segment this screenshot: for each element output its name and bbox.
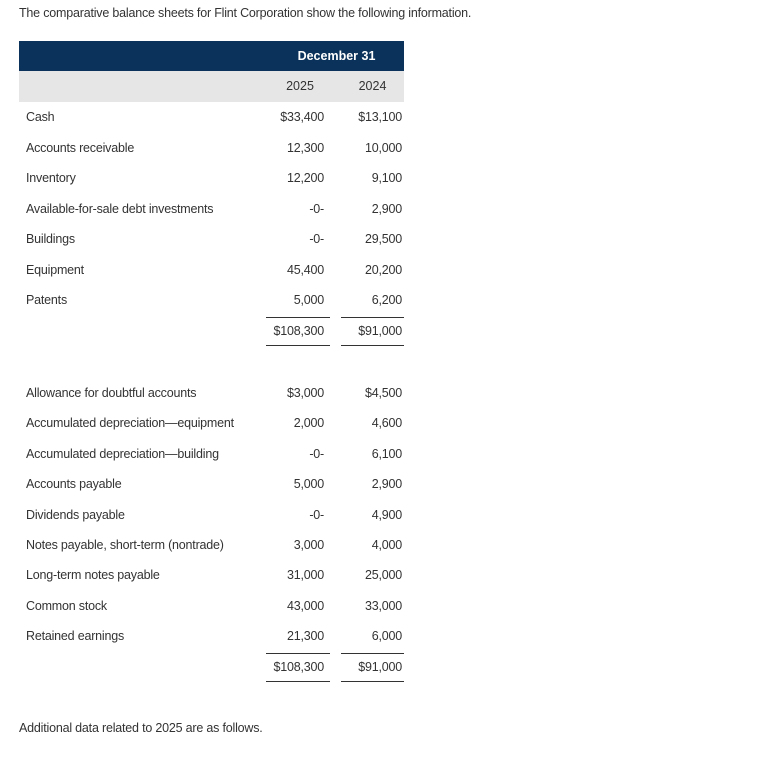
table-row bbox=[19, 444, 404, 466]
value-2025: -0- bbox=[309, 447, 324, 461]
value-2024: 29,500 bbox=[364, 232, 402, 246]
table-row bbox=[19, 474, 404, 496]
table-row bbox=[19, 565, 404, 587]
row-label: Notes payable, short-term (nontrade) bbox=[26, 538, 224, 552]
value-2024: 9,100 bbox=[371, 171, 402, 185]
table-header-years bbox=[19, 71, 404, 102]
total-2024: $91,000 bbox=[358, 324, 402, 338]
table-row bbox=[19, 413, 404, 435]
value-2025: 31,000 bbox=[286, 568, 324, 582]
value-2025: 5,000 bbox=[293, 293, 324, 307]
header-date: December 31 bbox=[297, 49, 376, 63]
table-row bbox=[19, 596, 404, 618]
underline bbox=[266, 653, 330, 654]
value-2025: 45,400 bbox=[286, 263, 324, 277]
row-label: Accounts receivable bbox=[26, 141, 135, 155]
row-label: Common stock bbox=[26, 599, 107, 613]
header-year-2024: 2024 bbox=[358, 79, 387, 93]
value-2025: 2,000 bbox=[293, 416, 324, 430]
value-2024: 2,900 bbox=[371, 202, 402, 216]
value-2025: $3,000 bbox=[286, 386, 324, 400]
footer-text: Additional data related to 2025 are as follows. bbox=[19, 721, 263, 735]
value-2024: 4,000 bbox=[371, 538, 402, 552]
row-label: Equipment bbox=[26, 263, 84, 277]
value-2025: -0- bbox=[309, 232, 324, 246]
table-row bbox=[19, 505, 404, 527]
value-2025: 3,000 bbox=[293, 538, 324, 552]
value-2024: 2,900 bbox=[371, 477, 402, 491]
value-2024: 6,100 bbox=[371, 447, 402, 461]
value-2024: 20,200 bbox=[364, 263, 402, 277]
double-underline bbox=[341, 681, 404, 682]
double-underline bbox=[266, 681, 330, 682]
row-label: Accumulated depreciation—building bbox=[26, 447, 219, 461]
row-label: Inventory bbox=[26, 171, 76, 185]
double-underline bbox=[341, 345, 404, 346]
value-2025: 43,000 bbox=[286, 599, 324, 613]
value-2025: -0- bbox=[309, 508, 324, 522]
table-row bbox=[19, 535, 404, 557]
total-2025: $108,300 bbox=[273, 660, 324, 674]
table-row bbox=[19, 168, 404, 190]
total-2025: $108,300 bbox=[273, 324, 324, 338]
table-row bbox=[19, 383, 404, 405]
value-2024: $4,500 bbox=[364, 386, 402, 400]
value-2025: 5,000 bbox=[293, 477, 324, 491]
value-2025: -0- bbox=[309, 202, 324, 216]
row-label: Accumulated depreciation—equipment bbox=[26, 416, 234, 430]
row-label: Dividends payable bbox=[26, 508, 125, 522]
row-label: Cash bbox=[26, 110, 55, 124]
double-underline bbox=[266, 345, 330, 346]
value-2024: 25,000 bbox=[364, 568, 402, 582]
liabilities-total-row bbox=[19, 657, 404, 679]
row-label: Retained earnings bbox=[26, 629, 125, 643]
underline bbox=[341, 317, 404, 318]
row-label: Patents bbox=[26, 293, 67, 307]
value-2025: 12,200 bbox=[286, 171, 324, 185]
table-header-date bbox=[19, 41, 404, 71]
value-2024: 33,000 bbox=[364, 599, 402, 613]
value-2024: 6,000 bbox=[371, 629, 402, 643]
underline bbox=[266, 317, 330, 318]
row-label: Accounts payable bbox=[26, 477, 122, 491]
row-label: Allowance for doubtful accounts bbox=[26, 386, 197, 400]
assets-total-row bbox=[19, 321, 404, 343]
header-year-2025: 2025 bbox=[286, 79, 314, 93]
table-row bbox=[19, 138, 404, 160]
total-2024: $91,000 bbox=[358, 660, 402, 674]
table-row bbox=[19, 199, 404, 221]
table-row bbox=[19, 626, 404, 648]
value-2025: 21,300 bbox=[286, 629, 324, 643]
row-label: Buildings bbox=[26, 232, 75, 246]
value-2024: 4,600 bbox=[371, 416, 402, 430]
row-label: Long-term notes payable bbox=[26, 568, 160, 582]
intro-text: The comparative balance sheets for Flint Corporation show the following information. bbox=[19, 6, 472, 20]
value-2024: 10,000 bbox=[364, 141, 402, 155]
underline bbox=[341, 653, 404, 654]
table-row bbox=[19, 229, 404, 251]
table-row bbox=[19, 290, 404, 312]
value-2024: 6,200 bbox=[371, 293, 402, 307]
row-label: Available-for-sale debt investments bbox=[26, 202, 214, 216]
value-2025: 12,300 bbox=[286, 141, 324, 155]
value-2024: 4,900 bbox=[371, 508, 402, 522]
value-2024: $13,100 bbox=[358, 110, 402, 124]
table-row bbox=[19, 107, 404, 129]
value-2025: $33,400 bbox=[280, 110, 324, 124]
table-row bbox=[19, 260, 404, 282]
